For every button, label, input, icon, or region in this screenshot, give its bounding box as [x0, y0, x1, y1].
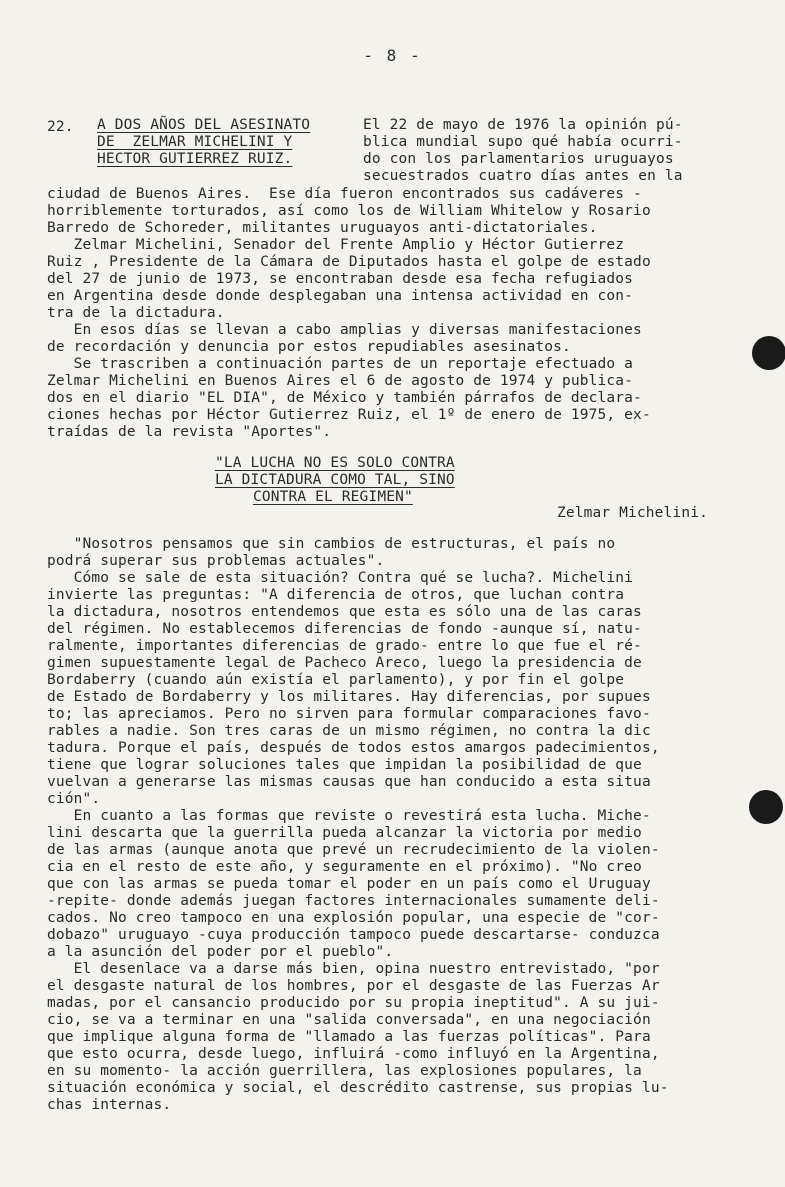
article-line: ralmente, importantes diferencias de grado- entre lo que fue el ré- — [47, 638, 642, 654]
article-line: Bordaberry (cuando aún existía el parlamento), y por fin el golpe — [47, 672, 625, 688]
article-line: Cómo se sale de esta situación? Contra qué se lucha?. Michelini — [47, 570, 634, 586]
subheading-line: "LA LUCHA NO ES SOLO CONTRA — [215, 455, 455, 471]
article-line: ción". — [47, 791, 101, 807]
intro-line: secuestrados cuatro días antes en la — [363, 168, 683, 184]
article-line: el desgaste natural de los hombres, por el desgaste de las Fuerzas Ar — [47, 978, 660, 994]
article-line: a la asunción del poder por el pueblo". — [47, 944, 394, 960]
article-line: podrá superar sus problemas actuales". — [47, 553, 385, 569]
body-line: del 27 de junio de 1973, se encontraban desde esa fecha refugiados — [47, 271, 634, 287]
body-line: dos en el diario "EL DIA", de México y también párrafos de declara- — [47, 390, 642, 406]
article-line: de las armas (aunque anota que prevé un recrudecimiento de la violen- — [47, 842, 660, 858]
article-line: chas internas. — [47, 1097, 172, 1113]
body-line: tra de la dictadura. — [47, 305, 225, 321]
article-line: gimen supuestamente legal de Pacheco Areco, luego la presidencia de — [47, 655, 642, 671]
page-number: - 8 - — [363, 46, 422, 65]
intro-line: El 22 de mayo de 1976 la opinión pú- — [363, 117, 683, 133]
section-number: 22. — [47, 119, 74, 135]
article-line: que esto ocurra, desde luego, influirá -como influyó en la Argentina, — [47, 1046, 660, 1062]
article-line: tiene que lograr soluciones tales que impidan la posibilidad de que — [47, 757, 642, 773]
body-line: ciudad de Buenos Aires. Ese día fueron encontrados sus cadáveres - — [47, 186, 642, 202]
article-line: lini descarta que la guerrilla pueda alcanzar la victoria por medio — [47, 825, 642, 841]
body-line: Zelmar Michelini, Senador del Frente Amplio y Héctor Gutierrez — [47, 237, 625, 253]
article-line: vuelvan a generarse las mismas causas que han conducido a esta situa — [47, 774, 651, 790]
article-line: madas, por el cansancio producido por su propia ineptitud". A su jui- — [47, 995, 660, 1011]
article-line: cia en el resto de este año, y seguramente en el próximo). "No creo — [47, 859, 642, 875]
article-line: del régimen. No establecemos diferencias de fondo -aunque sí, natu- — [47, 621, 642, 637]
punch-hole — [752, 336, 785, 370]
body-line: de recordación y denuncia por estos repudiables asesinatos. — [47, 339, 571, 355]
article-line: de Estado de Bordaberry y los militares. Hay diferencias, por supues — [47, 689, 651, 705]
article-line: que implique alguna forma de "llamado a las fuerzas políticas". Para — [47, 1029, 651, 1045]
heading-line: HECTOR GUTIERREZ RUIZ. — [97, 151, 293, 167]
article-line: en su momento- la acción guerrillera, las explosiones populares, la — [47, 1063, 642, 1079]
body-line: traídas de la revista "Aportes". — [47, 424, 332, 440]
article-line: que con las armas se pueda tomar el poder en un país como el Uruguay — [47, 876, 651, 892]
article-line: cio, se va a terminar en una "salida conversada", en una negociación — [47, 1012, 651, 1028]
heading-line: DE ZELMAR MICHELINI Y — [97, 134, 293, 150]
article-line: cados. No creo tampoco en una explosión popular, una especie de "cor- — [47, 910, 660, 926]
body-line: En esos días se llevan a cabo amplias y diversas manifestaciones — [47, 322, 642, 338]
intro-line: blica mundial supo qué había ocurri- — [363, 134, 683, 150]
byline: Zelmar Michelini. — [557, 505, 708, 521]
article-line: invierte las preguntas: "A diferencia de otros, que luchan contra — [47, 587, 625, 603]
body-line: Zelmar Michelini en Buenos Aires el 6 de agosto de 1974 y publica- — [47, 373, 634, 389]
article-line: En cuanto a las formas que reviste o revestirá esta lucha. Miche- — [47, 808, 651, 824]
article-line: tadura. Porque el país, después de todos estos amargos padecimientos, — [47, 740, 660, 756]
body-line: horriblemente torturados, así como los de William Whitelow y Rosario — [47, 203, 651, 219]
heading-line: A DOS AÑOS DEL ASESINATO — [97, 117, 311, 133]
article-line: "Nosotros pensamos que sin cambios de estructuras, el país no — [47, 536, 616, 552]
subheading-line: CONTRA EL REGIMEN" — [253, 489, 413, 505]
article-line: -repite- donde además juegan factores internacionales sumamente deli- — [47, 893, 660, 909]
punch-hole — [749, 790, 783, 824]
article-line: El desenlace va a darse más bien, opina nuestro entrevistado, "por — [47, 961, 660, 977]
body-line: Ruiz , Presidente de la Cámara de Diputados hasta el golpe de estado — [47, 254, 651, 270]
article-line: la dictadura, nosotros entendemos que esta es sólo una de las caras — [47, 604, 642, 620]
body-line: Barredo de Schoreder, militantes uruguayos anti-dictatoriales. — [47, 220, 598, 236]
body-line: ciones hechas por Héctor Gutierrez Ruiz, el 1º de enero de 1975, ex- — [47, 407, 651, 423]
article-line: dobazo" uruguayo -cuya producción tampoco puede descartarse- conduzca — [47, 927, 660, 943]
article-line: to; las apreciamos. Pero no sirven para formular comparaciones favo- — [47, 706, 651, 722]
subheading-line: LA DICTADURA COMO TAL, SINO — [215, 472, 455, 488]
article-line: rables a nadie. Son tres caras de un mismo régimen, no contra la dic — [47, 723, 651, 739]
body-line: en Argentina desde donde desplegaban una intensa actividad en con- — [47, 288, 634, 304]
body-line: Se trascriben a continuación partes de un reportaje efectuado a — [47, 356, 634, 372]
article-line: situación económica y social, el descrédito castrense, sus propias lu- — [47, 1080, 669, 1096]
intro-line: do con los parlamentarios uruguayos — [363, 151, 674, 167]
